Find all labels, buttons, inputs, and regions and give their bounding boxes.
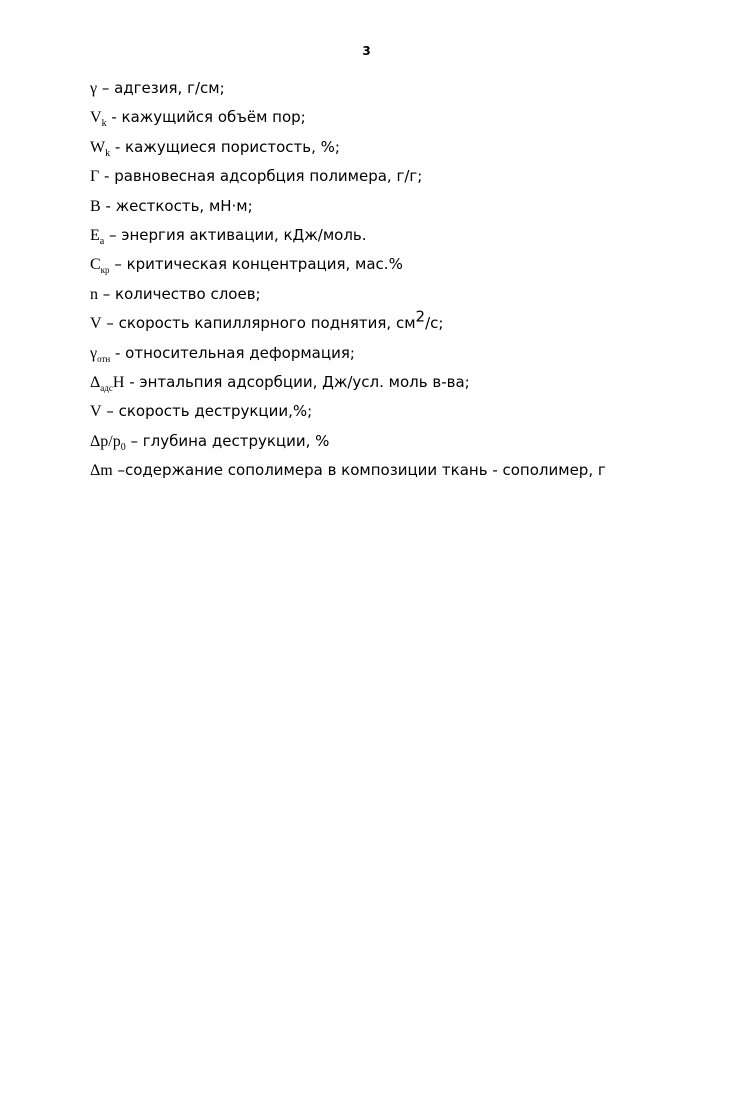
symbol: V	[90, 315, 102, 333]
symbol-list	[90, 78, 606, 489]
description: – глубина деструкции, %	[125, 431, 330, 450]
description: – адгезия, г/см;	[97, 79, 225, 97]
symbol: Δp/p	[90, 432, 121, 450]
symbol-row-adhesion	[90, 78, 606, 107]
symbol-row-relative-deformation	[90, 343, 606, 372]
symbol-subscript: кр	[100, 265, 110, 276]
symbol: Δ	[90, 373, 101, 391]
unit-superscript: 2	[415, 307, 426, 326]
symbol-row-copolymer-content	[90, 460, 606, 489]
symbol: γ	[90, 80, 98, 97]
description: - кажущиеся пористость, %;	[110, 137, 340, 156]
description: - относительная деформация;	[110, 343, 355, 362]
symbol-row-pore-volume	[90, 107, 606, 136]
symbol-row-adsorption	[90, 166, 606, 195]
symbol-subscript: a	[99, 236, 105, 248]
symbol: V	[90, 109, 102, 127]
symbol-subscript: k	[105, 147, 111, 159]
symbol-row-adsorption-enthalpy	[90, 372, 606, 401]
description: - кажущийся объём пор;	[106, 108, 306, 127]
symbol: Г	[90, 168, 100, 186]
symbol: γ	[90, 344, 98, 362]
symbol-subscript: k	[101, 118, 107, 130]
symbol: n	[90, 285, 98, 303]
symbol: V	[90, 403, 102, 421]
description: - энтальпия адсорбции, Дж/усл. моль в-ва;	[124, 372, 470, 391]
symbol: В	[90, 197, 101, 215]
symbol-row-destruction-depth	[90, 431, 606, 460]
symbol-tail: Н	[112, 373, 125, 391]
description-tail: /с;	[425, 314, 444, 333]
symbol-row-activation-energy	[90, 225, 606, 254]
description: - жесткость, мН·м;	[100, 196, 253, 215]
symbol-row-destruction-speed	[90, 401, 606, 430]
description: – количество слоев;	[98, 284, 261, 303]
symbol-row-critical-concentration	[90, 254, 606, 283]
symbol-row-stiffness	[90, 196, 606, 225]
description: - равновесная адсорбция полимера, г/г;	[99, 167, 423, 186]
symbol-subscript: адс	[100, 383, 113, 394]
symbol: С	[90, 256, 101, 274]
symbol-subscript: отн	[97, 353, 111, 364]
description: – критическая концентрация, мас.%	[109, 255, 403, 274]
symbol-row-capillary-speed	[90, 307, 606, 342]
symbol: W	[90, 138, 106, 156]
symbol-subscript: 0	[120, 441, 126, 453]
description: –содержание сополимера в композиции ткань - сополимер, г	[112, 461, 606, 480]
description: – скорость деструкции,%;	[101, 402, 313, 421]
description: – скорость капиллярного поднятия, см	[101, 314, 416, 333]
symbol-row-layer-count	[90, 284, 606, 313]
symbol-row-porosity	[90, 137, 606, 166]
description: – энергия активации, кДж/моль.	[104, 225, 367, 244]
symbol: Δm	[90, 462, 113, 480]
symbol: E	[90, 226, 100, 244]
page-number: 3	[362, 44, 371, 58]
